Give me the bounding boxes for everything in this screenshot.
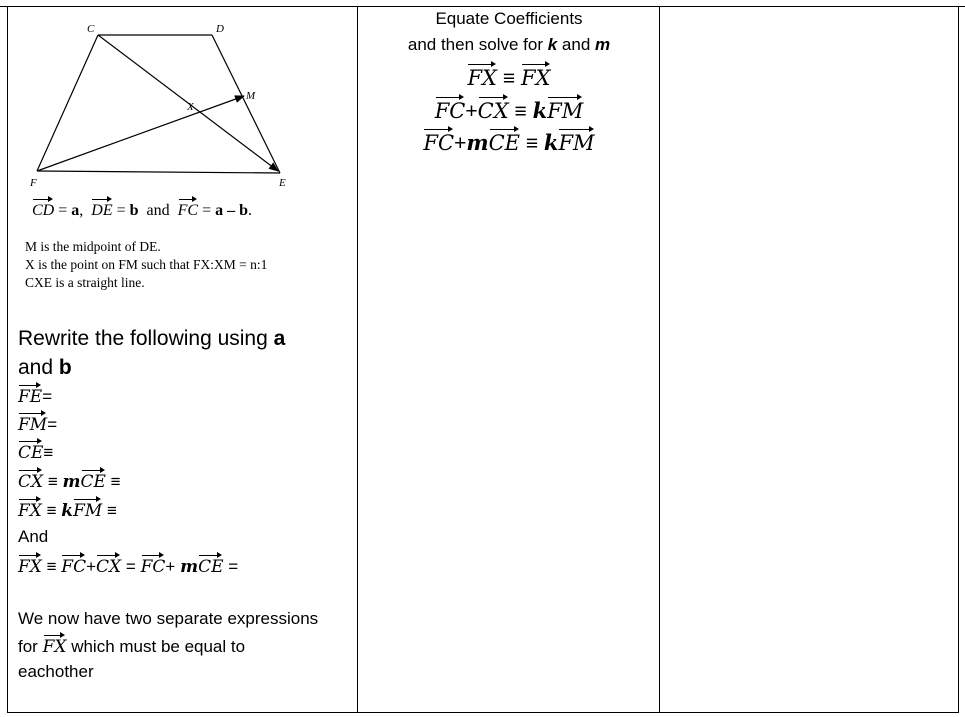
equals-sign: = [202,202,212,219]
value-a-minus-b: a – b [215,202,249,219]
line-cx: CX ≡ mCE ≡ [18,469,121,494]
line-fe: FE= [18,384,52,409]
trapezium-diagram [20,18,320,193]
edge-fe [37,171,280,173]
note-midpoint: M is the midpoint of DE. [25,239,161,254]
vertex-x-label: X [187,101,194,113]
note-straight-line: CXE is a straight line. [25,275,145,290]
edge-fc [37,35,98,171]
and-label: And [18,527,49,546]
line-fx-sum: FX ≡ FC+CX = FC+ mCE = [18,554,238,579]
and-word: and [146,202,170,219]
vertex-m-label: M [246,90,256,102]
equals-sign: = [116,202,126,219]
vector-de: DE [91,198,112,219]
note-ratio: X is the point on FM such that FX:XM = n:1 [25,257,268,272]
given-vectors: CD = a, DE = b and FC = a – b. [32,198,252,220]
paragraph-line-1: We now have two separate expressions [18,609,319,628]
equals-sign: = [58,202,68,219]
line-fm: FM= [18,412,57,437]
paragraph-line-3: eachother [18,662,94,681]
vertex-e-label: E [279,177,286,189]
equate-subtitle: and then solve for k and m [407,35,611,54]
equate-title: Equate Coefficients [435,9,583,28]
equation-2: FC+CX ≡ kFM [434,98,584,123]
vector-fc: FC [178,198,198,219]
vertex-f-label: F [30,177,37,189]
line-ce: CE≡ [18,440,53,465]
vertex-c-label: C [87,23,95,35]
equation-3: FC+mCE ≡ kFM [423,130,595,155]
paragraph-line-2: for FX which must be equal to [18,634,245,659]
value-a: a [71,202,80,219]
line-fm [37,96,244,171]
equation-1: FX ≡ FX [358,63,660,91]
rewrite-heading-cont: and b [18,356,72,379]
vertex-d-label: D [216,23,224,35]
rewrite-heading: Rewrite the following using a [18,327,286,350]
value-b: b [129,202,139,219]
vector-cd: CD [32,198,54,219]
line-fx: FX ≡ kFM ≡ [18,498,117,523]
